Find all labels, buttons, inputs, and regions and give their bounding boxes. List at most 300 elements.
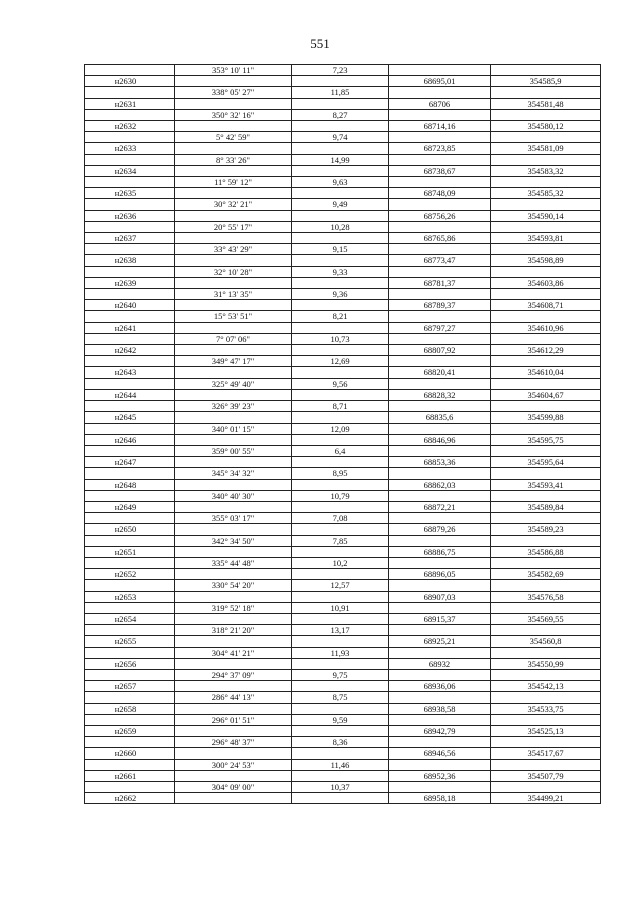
point-id-cell: [85, 737, 175, 748]
table-row: [85, 445, 601, 456]
bearing-cell: 359° 00' 55": [175, 445, 292, 456]
point-id-cell: [85, 513, 175, 524]
table-row: [85, 188, 601, 199]
table-row: [85, 132, 601, 143]
table-row: [85, 266, 601, 277]
point-id-cell: [85, 714, 175, 725]
point-id-cell: [85, 132, 175, 143]
bearing-cell: 304° 41' 21": [175, 647, 292, 658]
y-coordinate-cell: [491, 669, 601, 680]
bearing-cell: 349° 47' 17": [175, 356, 292, 367]
table-row: [85, 233, 601, 244]
table-row: [85, 501, 601, 512]
y-coordinate-cell: [491, 759, 601, 770]
bearing-cell: [175, 524, 292, 535]
point-id-cell: [85, 311, 175, 322]
point-id-cell: н2653: [85, 591, 175, 602]
table-row: [85, 244, 601, 255]
point-id-cell: [85, 244, 175, 255]
point-id-cell: [85, 468, 175, 479]
table-row: [85, 87, 601, 98]
table-row: [85, 669, 601, 680]
point-id-cell: [85, 782, 175, 793]
x-coordinate-cell: [389, 401, 491, 412]
bearing-cell: 20° 55' 17": [175, 221, 292, 232]
y-coordinate-cell: 354569,55: [491, 613, 601, 624]
y-coordinate-cell: [491, 445, 601, 456]
distance-cell: 10,37: [292, 782, 389, 793]
y-coordinate-cell: 354595,64: [491, 457, 601, 468]
table-row: [85, 98, 601, 109]
distance-cell: 10,2: [292, 557, 389, 568]
point-id-cell: н2632: [85, 121, 175, 132]
distance-cell: [292, 434, 389, 445]
table-row: [85, 457, 601, 468]
bearing-cell: 15° 53' 51": [175, 311, 292, 322]
table-row: [85, 692, 601, 703]
table-row: [85, 782, 601, 793]
y-coordinate-cell: 354507,79: [491, 770, 601, 781]
distance-cell: 10,91: [292, 602, 389, 613]
point-id-cell: [85, 423, 175, 434]
bearing-cell: 325° 49' 40": [175, 378, 292, 389]
table-row: [85, 524, 601, 535]
table-row: [85, 714, 601, 725]
x-coordinate-cell: 68706: [389, 98, 491, 109]
y-coordinate-cell: 354533,75: [491, 703, 601, 714]
bearing-cell: 340° 40' 30": [175, 490, 292, 501]
point-id-cell: [85, 401, 175, 412]
y-coordinate-cell: 354585,32: [491, 188, 601, 199]
distance-cell: 7,08: [292, 513, 389, 524]
bearing-cell: [175, 345, 292, 356]
point-id-cell: н2640: [85, 300, 175, 311]
table-row: [85, 277, 601, 288]
x-coordinate-cell: 68748,09: [389, 188, 491, 199]
distance-cell: [292, 658, 389, 669]
point-id-cell: н2650: [85, 524, 175, 535]
x-coordinate-cell: [389, 244, 491, 255]
bearing-cell: 353° 10' 11": [175, 65, 292, 76]
y-coordinate-cell: 354586,88: [491, 546, 601, 557]
distance-cell: [292, 412, 389, 423]
bearing-cell: [175, 681, 292, 692]
point-id-cell: н2636: [85, 210, 175, 221]
table-row: [85, 434, 601, 445]
table-row: [85, 591, 601, 602]
table-row: [85, 569, 601, 580]
x-coordinate-cell: 68958,18: [389, 793, 491, 804]
distance-cell: 8,36: [292, 737, 389, 748]
table-row: [85, 356, 601, 367]
bearing-cell: [175, 613, 292, 624]
bearing-cell: 330° 54' 20": [175, 580, 292, 591]
x-coordinate-cell: 68835,6: [389, 412, 491, 423]
point-id-cell: [85, 87, 175, 98]
bearing-cell: [175, 300, 292, 311]
distance-cell: [292, 725, 389, 736]
table-row: [85, 289, 601, 300]
distance-cell: [292, 255, 389, 266]
table-body: [85, 65, 601, 804]
y-coordinate-cell: 354589,84: [491, 501, 601, 512]
distance-cell: [292, 165, 389, 176]
point-id-cell: н2634: [85, 165, 175, 176]
table-row: [85, 725, 601, 736]
table-row: [85, 658, 601, 669]
table-row: [85, 199, 601, 210]
distance-cell: 13,17: [292, 625, 389, 636]
point-id-cell: [85, 333, 175, 344]
point-id-cell: н2656: [85, 658, 175, 669]
point-id-cell: н2647: [85, 457, 175, 468]
table-row: [85, 793, 601, 804]
table-row: [85, 479, 601, 490]
distance-cell: [292, 76, 389, 87]
x-coordinate-cell: [389, 289, 491, 300]
x-coordinate-cell: 68907,03: [389, 591, 491, 602]
bearing-cell: [175, 591, 292, 602]
y-coordinate-cell: [491, 513, 601, 524]
table-row: [85, 165, 601, 176]
y-coordinate-cell: 354499,21: [491, 793, 601, 804]
y-coordinate-cell: 354580,12: [491, 121, 601, 132]
y-coordinate-cell: [491, 311, 601, 322]
bearing-cell: 350° 32' 16": [175, 109, 292, 120]
x-coordinate-cell: [389, 647, 491, 658]
y-coordinate-cell: [491, 132, 601, 143]
table-row: [85, 613, 601, 624]
x-coordinate-cell: 68765,86: [389, 233, 491, 244]
x-coordinate-cell: 68773,47: [389, 255, 491, 266]
table-row: [85, 143, 601, 154]
distance-cell: [292, 210, 389, 221]
bearing-cell: [175, 367, 292, 378]
table-row: [85, 513, 601, 524]
point-id-cell: [85, 557, 175, 568]
table-row: [85, 378, 601, 389]
distance-cell: [292, 770, 389, 781]
x-coordinate-cell: [389, 87, 491, 98]
y-coordinate-cell: 354517,67: [491, 748, 601, 759]
distance-cell: 8,95: [292, 468, 389, 479]
point-id-cell: [85, 109, 175, 120]
x-coordinate-cell: 68886,75: [389, 546, 491, 557]
bearing-cell: 11° 59' 12": [175, 177, 292, 188]
table-row: [85, 412, 601, 423]
x-coordinate-cell: 68820,41: [389, 367, 491, 378]
point-id-cell: [85, 65, 175, 76]
bearing-cell: 319° 52' 18": [175, 602, 292, 613]
x-coordinate-cell: [389, 602, 491, 613]
bearing-cell: [175, 658, 292, 669]
bearing-cell: 355° 03' 17": [175, 513, 292, 524]
y-coordinate-cell: 354525,13: [491, 725, 601, 736]
x-coordinate-cell: 68797,27: [389, 322, 491, 333]
x-coordinate-cell: [389, 669, 491, 680]
point-id-cell: [85, 445, 175, 456]
point-id-cell: н2662: [85, 793, 175, 804]
bearing-cell: [175, 165, 292, 176]
y-coordinate-cell: [491, 244, 601, 255]
point-id-cell: [85, 266, 175, 277]
y-coordinate-cell: [491, 647, 601, 658]
distance-cell: 9,49: [292, 199, 389, 210]
distance-cell: [292, 98, 389, 109]
point-id-cell: н2657: [85, 681, 175, 692]
table-row: [85, 333, 601, 344]
x-coordinate-cell: 68781,37: [389, 277, 491, 288]
table-row: [85, 65, 601, 76]
point-id-cell: [85, 289, 175, 300]
x-coordinate-cell: 68756,26: [389, 210, 491, 221]
bearing-cell: [175, 322, 292, 333]
y-coordinate-cell: 354582,69: [491, 569, 601, 580]
x-coordinate-cell: 68738,67: [389, 165, 491, 176]
table-row: [85, 154, 601, 165]
bearing-cell: 294° 37' 09": [175, 669, 292, 680]
point-id-cell: н2639: [85, 277, 175, 288]
table-row: [85, 602, 601, 613]
x-coordinate-cell: [389, 714, 491, 725]
y-coordinate-cell: 354589,23: [491, 524, 601, 535]
point-id-cell: [85, 154, 175, 165]
bearing-cell: [175, 210, 292, 221]
distance-cell: 14,99: [292, 154, 389, 165]
table-row: [85, 389, 601, 400]
bearing-cell: [175, 121, 292, 132]
y-coordinate-cell: 354612,29: [491, 345, 601, 356]
point-id-cell: [85, 759, 175, 770]
distance-cell: 12,69: [292, 356, 389, 367]
table-row: [85, 737, 601, 748]
table-row: [85, 121, 601, 132]
y-coordinate-cell: [491, 199, 601, 210]
y-coordinate-cell: 354585,9: [491, 76, 601, 87]
distance-cell: [292, 389, 389, 400]
bearing-cell: 340° 01' 15": [175, 423, 292, 434]
bearing-cell: 33° 43' 29": [175, 244, 292, 255]
point-id-cell: н2649: [85, 501, 175, 512]
y-coordinate-cell: [491, 356, 601, 367]
x-coordinate-cell: [389, 535, 491, 546]
point-id-cell: [85, 490, 175, 501]
x-coordinate-cell: [389, 737, 491, 748]
y-coordinate-cell: [491, 737, 601, 748]
y-coordinate-cell: [491, 221, 601, 232]
x-coordinate-cell: 68846,96: [389, 434, 491, 445]
bearing-cell: [175, 389, 292, 400]
point-id-cell: [85, 647, 175, 658]
distance-cell: 10,28: [292, 221, 389, 232]
distance-cell: [292, 681, 389, 692]
y-coordinate-cell: [491, 423, 601, 434]
bearing-cell: [175, 76, 292, 87]
x-coordinate-cell: 68828,32: [389, 389, 491, 400]
table-row: [85, 210, 601, 221]
x-coordinate-cell: 68915,37: [389, 613, 491, 624]
y-coordinate-cell: 354583,32: [491, 165, 601, 176]
distance-cell: 8,71: [292, 401, 389, 412]
point-id-cell: н2654: [85, 613, 175, 624]
table-row: [85, 367, 601, 378]
distance-cell: 9,63: [292, 177, 389, 188]
x-coordinate-cell: 68932: [389, 658, 491, 669]
bearing-cell: 30° 32' 21": [175, 199, 292, 210]
y-coordinate-cell: 354542,13: [491, 681, 601, 692]
distance-cell: 7,23: [292, 65, 389, 76]
bearing-cell: 296° 01' 51": [175, 714, 292, 725]
table-row: [85, 401, 601, 412]
table-row: [85, 535, 601, 546]
x-coordinate-cell: [389, 423, 491, 434]
distance-cell: 9,75: [292, 669, 389, 680]
bearing-cell: [175, 255, 292, 266]
distance-cell: 8,27: [292, 109, 389, 120]
x-coordinate-cell: 68946,56: [389, 748, 491, 759]
bearing-cell: [175, 479, 292, 490]
point-id-cell: н2638: [85, 255, 175, 266]
bearing-cell: 31° 13' 35": [175, 289, 292, 300]
table-row: [85, 255, 601, 266]
x-coordinate-cell: 68936,06: [389, 681, 491, 692]
table-row: [85, 311, 601, 322]
bearing-cell: 318° 21' 20": [175, 625, 292, 636]
bearing-cell: [175, 434, 292, 445]
table-row: [85, 300, 601, 311]
point-id-cell: [85, 602, 175, 613]
point-id-cell: [85, 199, 175, 210]
distance-cell: [292, 479, 389, 490]
table-row: [85, 546, 601, 557]
distance-cell: 10,79: [292, 490, 389, 501]
bearing-cell: 345° 34' 32": [175, 468, 292, 479]
distance-cell: [292, 501, 389, 512]
y-coordinate-cell: [491, 109, 601, 120]
y-coordinate-cell: [491, 177, 601, 188]
point-id-cell: н2633: [85, 143, 175, 154]
point-id-cell: н2643: [85, 367, 175, 378]
point-id-cell: н2644: [85, 389, 175, 400]
point-id-cell: н2652: [85, 569, 175, 580]
y-coordinate-cell: 354595,75: [491, 434, 601, 445]
x-coordinate-cell: [389, 177, 491, 188]
x-coordinate-cell: [389, 356, 491, 367]
x-coordinate-cell: [389, 199, 491, 210]
point-id-cell: н2660: [85, 748, 175, 759]
y-coordinate-cell: [491, 468, 601, 479]
table-row: [85, 423, 601, 434]
x-coordinate-cell: [389, 759, 491, 770]
y-coordinate-cell: [491, 490, 601, 501]
table-row: [85, 109, 601, 120]
y-coordinate-cell: [491, 154, 601, 165]
y-coordinate-cell: [491, 266, 601, 277]
bearing-cell: 32° 10' 28": [175, 266, 292, 277]
y-coordinate-cell: [491, 625, 601, 636]
distance-cell: [292, 748, 389, 759]
x-coordinate-cell: [389, 65, 491, 76]
table-row: [85, 76, 601, 87]
bearing-cell: 342° 34' 50": [175, 535, 292, 546]
point-id-cell: н2641: [85, 322, 175, 333]
distance-cell: 9,36: [292, 289, 389, 300]
x-coordinate-cell: [389, 311, 491, 322]
x-coordinate-cell: 68862,03: [389, 479, 491, 490]
y-coordinate-cell: 354603,86: [491, 277, 601, 288]
point-id-cell: н2635: [85, 188, 175, 199]
distance-cell: [292, 793, 389, 804]
bearing-cell: 296° 48' 37": [175, 737, 292, 748]
distance-cell: 11,46: [292, 759, 389, 770]
y-coordinate-cell: [491, 289, 601, 300]
point-id-cell: н2648: [85, 479, 175, 490]
distance-cell: 9,59: [292, 714, 389, 725]
point-id-cell: [85, 669, 175, 680]
point-id-cell: [85, 356, 175, 367]
y-coordinate-cell: [491, 782, 601, 793]
point-id-cell: [85, 177, 175, 188]
distance-cell: [292, 591, 389, 602]
x-coordinate-cell: [389, 557, 491, 568]
y-coordinate-cell: 354604,67: [491, 389, 601, 400]
bearing-cell: [175, 636, 292, 647]
y-coordinate-cell: [491, 65, 601, 76]
distance-cell: 8,75: [292, 692, 389, 703]
x-coordinate-cell: [389, 580, 491, 591]
distance-cell: [292, 233, 389, 244]
point-id-cell: н2637: [85, 233, 175, 244]
y-coordinate-cell: 354576,58: [491, 591, 601, 602]
coordinates-table: [84, 64, 601, 804]
distance-cell: [292, 121, 389, 132]
distance-cell: [292, 188, 389, 199]
y-coordinate-cell: 354610,96: [491, 322, 601, 333]
bearing-cell: [175, 725, 292, 736]
distance-cell: 10,73: [292, 333, 389, 344]
x-coordinate-cell: [389, 513, 491, 524]
x-coordinate-cell: 68942,79: [389, 725, 491, 736]
y-coordinate-cell: 354610,04: [491, 367, 601, 378]
x-coordinate-cell: [389, 468, 491, 479]
bearing-cell: 286° 44' 13": [175, 692, 292, 703]
x-coordinate-cell: [389, 445, 491, 456]
bearing-cell: 326° 39' 23": [175, 401, 292, 412]
x-coordinate-cell: [389, 109, 491, 120]
x-coordinate-cell: 68938,58: [389, 703, 491, 714]
y-coordinate-cell: [491, 87, 601, 98]
distance-cell: 7,85: [292, 535, 389, 546]
distance-cell: [292, 300, 389, 311]
distance-cell: [292, 703, 389, 714]
point-id-cell: н2659: [85, 725, 175, 736]
x-coordinate-cell: [389, 154, 491, 165]
distance-cell: 9,33: [292, 266, 389, 277]
y-coordinate-cell: [491, 580, 601, 591]
point-id-cell: [85, 692, 175, 703]
bearing-cell: [175, 703, 292, 714]
x-coordinate-cell: [389, 692, 491, 703]
x-coordinate-cell: 68952,36: [389, 770, 491, 781]
table-row: [85, 625, 601, 636]
point-id-cell: [85, 221, 175, 232]
point-id-cell: н2655: [85, 636, 175, 647]
point-id-cell: н2631: [85, 98, 175, 109]
y-coordinate-cell: [491, 602, 601, 613]
y-coordinate-cell: [491, 401, 601, 412]
bearing-cell: [175, 98, 292, 109]
table-row: [85, 647, 601, 658]
